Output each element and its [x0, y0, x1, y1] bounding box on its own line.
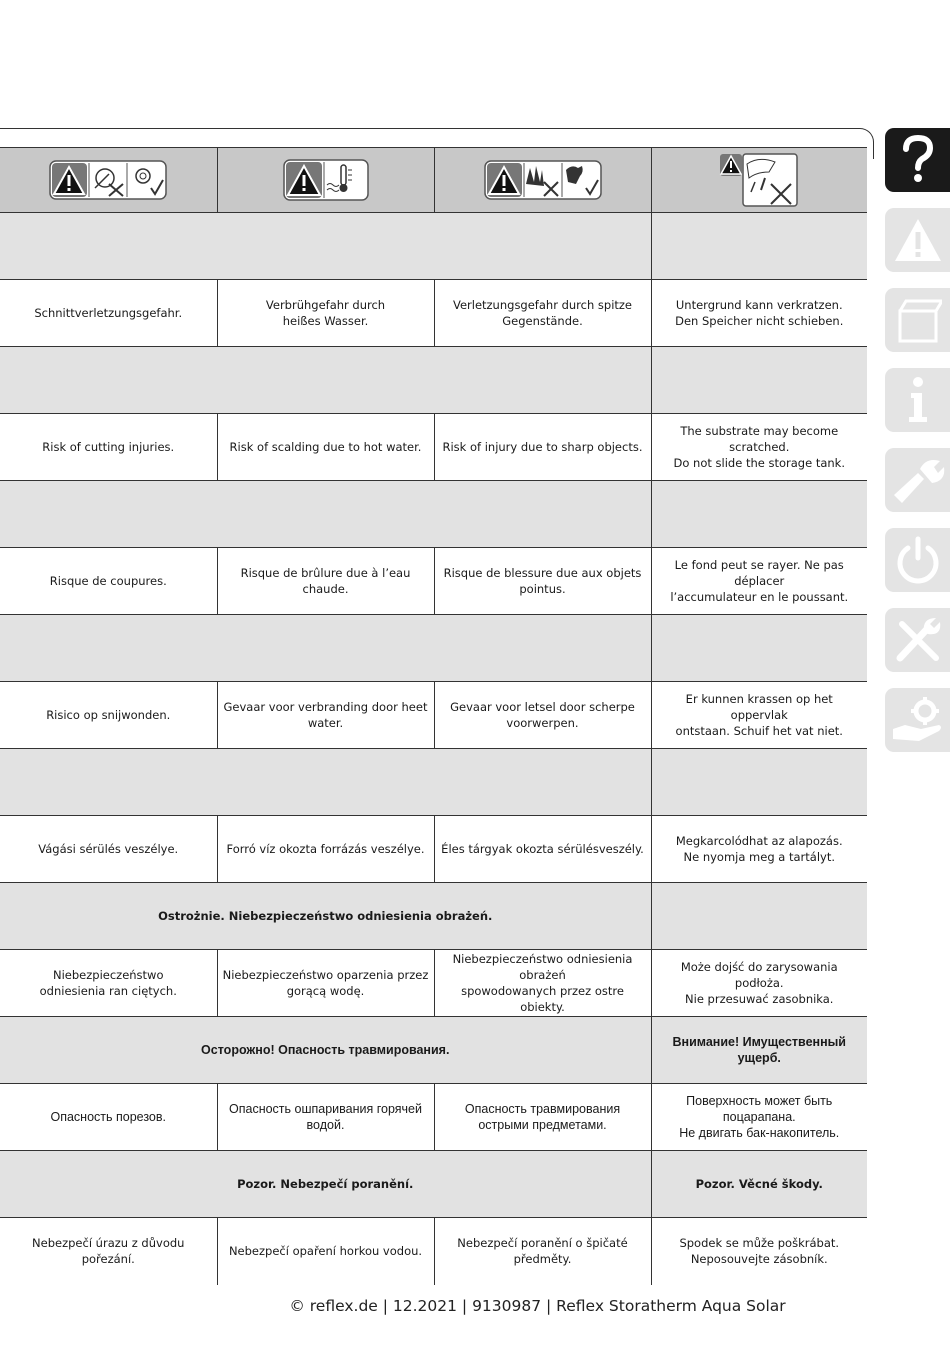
- body-row-de: [0, 280, 867, 347]
- icon-cell: [434, 148, 651, 213]
- damage-heading: Pozor. Věcné škody.: [651, 1151, 867, 1218]
- hazard-text: Verbrühgefahr durch heißes Wasser.: [217, 280, 434, 347]
- hazard-heading: [0, 749, 651, 816]
- header-row-pl: [0, 883, 867, 950]
- hazard-text: Untergrund kann verkratzen. Den Speicher nicht schieben.: [651, 280, 867, 347]
- hazard-text: Risk of injury due to sharp objects.: [434, 414, 651, 481]
- hazard-text: Опасность порезов.: [0, 1084, 217, 1151]
- hazard-text: Gevaar voor letsel door scherpe voorwerpen.: [434, 682, 651, 749]
- hazard-text: Risque de blessure due aux objets pointus.: [434, 548, 651, 615]
- sidebar-tab-scope[interactable]: [885, 288, 950, 352]
- hazard-text: Risque de coupures.: [0, 548, 217, 615]
- hazard-heading: [0, 213, 651, 280]
- hazard-text: Niebezpieczeństwo odniesienia obrażeń spowodowanych przez ostre obiekty.: [434, 950, 651, 1017]
- no-sliding-tank-icon: [719, 152, 799, 208]
- damage-heading: [651, 615, 867, 682]
- hazard-text: Опасность ошпаривания горячей водой.: [217, 1084, 434, 1151]
- tools-icon: [892, 614, 944, 666]
- sidebar-tab-info[interactable]: [885, 368, 950, 432]
- damage-heading: [651, 883, 867, 950]
- question-icon: [898, 135, 938, 185]
- hazard-text: Nebezpečí úrazu z důvodu pořezání.: [0, 1218, 217, 1285]
- damage-heading: [651, 749, 867, 816]
- icon-cell: [217, 148, 434, 213]
- hot-water-thermometer-icon: [283, 159, 369, 201]
- pipe-wrench-icon: [890, 455, 946, 505]
- hazard-text: Опасность травмирования острыми предметами.: [434, 1084, 651, 1151]
- hazard-text: Éles tárgyak okozta sérülésveszély.: [434, 816, 651, 883]
- hazard-heading: [0, 481, 651, 548]
- hazard-text: Verletzungsgefahr durch spitze Gegenstände.: [434, 280, 651, 347]
- sidebar-tab-faq[interactable]: [885, 128, 950, 192]
- header-row-hu: [0, 749, 867, 816]
- box-icon: [894, 297, 942, 343]
- body-row-cs: [0, 1218, 867, 1285]
- hazard-text: Gevaar voor verbranding door heet water.: [217, 682, 434, 749]
- info-icon: [903, 375, 933, 425]
- hazard-heading: Pozor. Nebezpečí poranění.: [0, 1151, 651, 1218]
- hand-gear-icon: [891, 695, 945, 745]
- hazard-text: Er kunnen krassen op het oppervlak ontstaan. Schuif het vat niet.: [651, 682, 867, 749]
- sharp-objects-gloves-icon: [484, 160, 602, 200]
- icon-cell: [0, 148, 217, 213]
- hazard-text: The substrate may become scratched. Do not slide the storage tank.: [651, 414, 867, 481]
- hazard-text: Risico op snijwonden.: [0, 682, 217, 749]
- hazard-text: Risk of scalding due to hot water.: [217, 414, 434, 481]
- cut-hazard-gloves-icon: [49, 160, 167, 200]
- hazard-text: Może dojść do zarysowania podłoża. Nie przesuwać zasobnika.: [651, 950, 867, 1017]
- body-row-nl: [0, 682, 867, 749]
- hazard-text: Niebezpieczeństwo odniesienia ran ciętych.: [0, 950, 217, 1017]
- hazard-heading: [0, 347, 651, 414]
- header-row-ru: [0, 1017, 867, 1084]
- sidebar-tab-installation[interactable]: [885, 448, 950, 512]
- body-row-fr: [0, 548, 867, 615]
- sidebar-tab-commissioning[interactable]: [885, 528, 950, 592]
- footer-text: © reflex.de | 12.2021 | 9130987 | Reflex Storatherm Aqua Solar: [289, 1297, 786, 1315]
- header-row-en: [0, 347, 867, 414]
- safety-table: [0, 147, 867, 1285]
- header-row-de: [0, 213, 867, 280]
- hazard-text: Niebezpieczeństwo oparzenia przez gorącą wodę.: [217, 950, 434, 1017]
- warning-icon: [893, 217, 943, 263]
- hazard-text: Vágási sérülés veszélye.: [0, 816, 217, 883]
- body-row-pl: [0, 950, 867, 1017]
- body-row-ru: [0, 1084, 867, 1151]
- icon-cell: [651, 148, 867, 213]
- icon-row: [0, 148, 867, 213]
- header-row-cs: [0, 1151, 867, 1218]
- power-icon: [894, 536, 942, 584]
- hazard-text: Поверхность может быть поцарапана. Не двигать бак-накопитель.: [651, 1084, 867, 1151]
- sidebar-tab-service[interactable]: [885, 688, 950, 752]
- hazard-text: Schnittverletzungsgefahr.: [0, 280, 217, 347]
- sidebar: [885, 128, 950, 768]
- hazard-heading: Осторожно! Опасность травмирования.: [0, 1017, 651, 1084]
- hazard-heading: [0, 615, 651, 682]
- sidebar-tab-safety[interactable]: [885, 208, 950, 272]
- hazard-text: Risque de brûlure due à l’eau chaude.: [217, 548, 434, 615]
- damage-heading: [651, 213, 867, 280]
- hazard-text: Nebezpečí poranění o špičaté předměty.: [434, 1218, 651, 1285]
- hazard-text: Megkarcolódhat az alapozás. Ne nyomja meg a tartályt.: [651, 816, 867, 883]
- header-row-nl: [0, 615, 867, 682]
- body-row-en: [0, 414, 867, 481]
- hazard-text: Forró víz okozta forrázás veszélye.: [217, 816, 434, 883]
- damage-heading: [651, 347, 867, 414]
- hazard-text: Spodek se může poškrábat. Neposouvejte zásobník.: [651, 1218, 867, 1285]
- hazard-heading: Ostrożnie. Niebezpieczeństwo odniesienia obrażeń.: [0, 883, 651, 950]
- header-row-fr: [0, 481, 867, 548]
- hazard-text: Le fond peut se rayer. Ne pas déplacer l’accumulateur en le poussant.: [651, 548, 867, 615]
- damage-heading: Внимание! Имущественный ущерб.: [651, 1017, 867, 1084]
- body-row-hu: [0, 816, 867, 883]
- damage-heading: [651, 481, 867, 548]
- hazard-text: Risk of cutting injuries.: [0, 414, 217, 481]
- sidebar-tab-maintenance[interactable]: [885, 608, 950, 672]
- hazard-text: Nebezpečí opaření horkou vodou.: [217, 1218, 434, 1285]
